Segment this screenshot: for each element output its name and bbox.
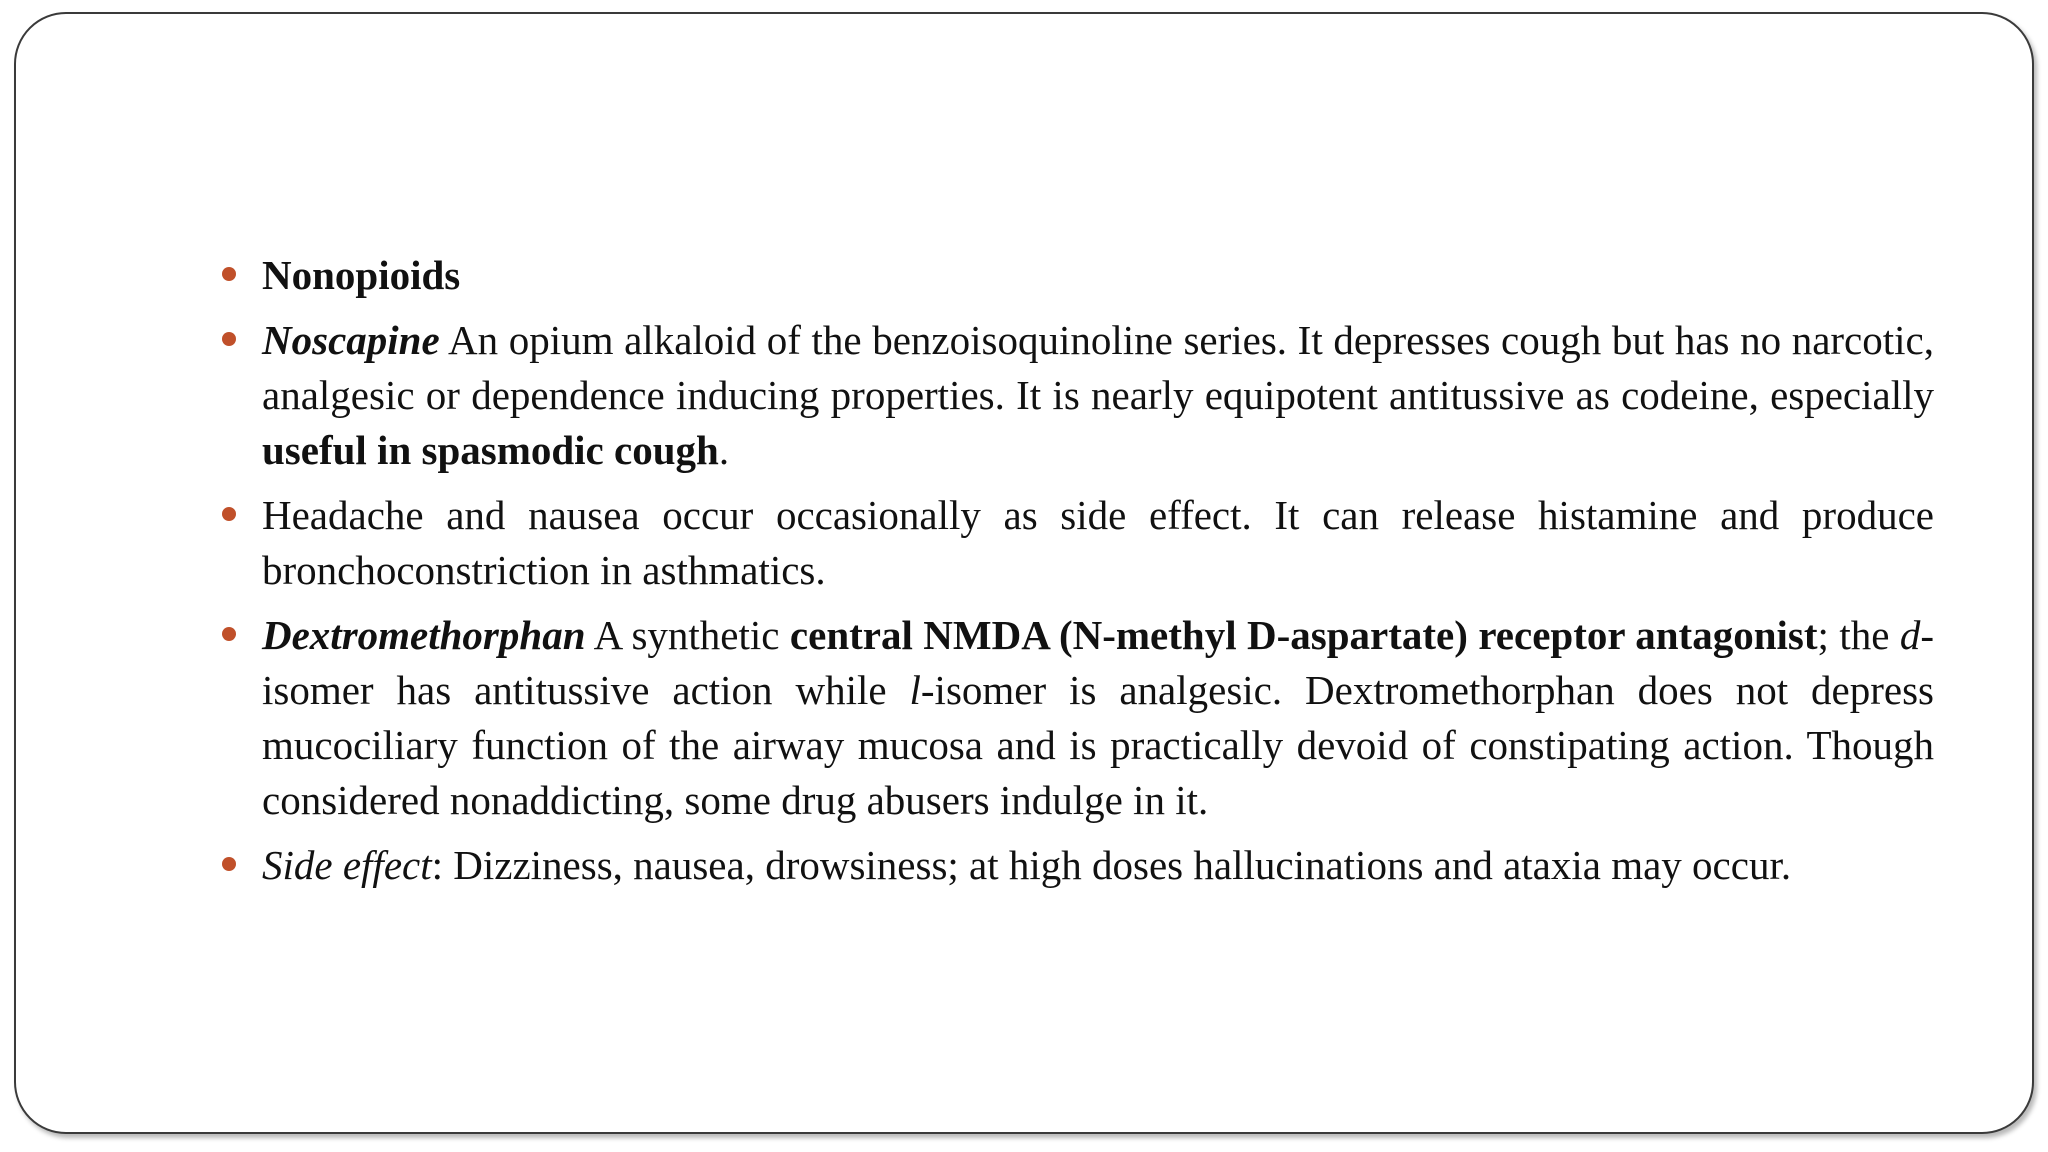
body-text: An opium alkaloid of the benzoisoquinoline series. It depresses cough but has no narcotic, analgesic or dependence inducing properties. It is nearly equipotent antitussive as codeine, especially <box>262 317 1934 418</box>
drug-term: Dextromethorphan <box>262 612 586 658</box>
italic-text: l <box>909 667 921 713</box>
bullet-item-dextromethorphan <box>212 608 1934 828</box>
body-text: -isomer has antitussive action while <box>262 612 1935 713</box>
body-text: . <box>718 427 730 473</box>
bullet-item-nonopioids <box>212 248 1934 303</box>
bullet-item-noscapine <box>212 313 1934 478</box>
bullet-list <box>212 248 1934 893</box>
body-text: : Dizziness, nausea, drowsiness; at high doses hallucinations and ataxia may occur. <box>431 842 1792 888</box>
emphasis-text: useful in spasmodic cough <box>262 427 719 473</box>
body-text: ; the <box>1817 612 1900 658</box>
slide-content <box>212 248 1934 903</box>
bullet-item-noscapine-side-effects <box>212 488 1934 598</box>
bullet-dot-icon <box>222 857 236 871</box>
bullet-dot-icon <box>222 332 236 346</box>
bullet-dot-icon <box>222 267 236 281</box>
section-heading: Nonopioids <box>262 252 461 298</box>
bullet-dot-icon <box>222 627 236 641</box>
body-text: -isomer is analgesic. Dextromethorphan does not depress mucociliary function of the airway mucosa and is practically devoid of constipating action. Though considered nonaddicting, some drug abusers indulge in it. <box>262 667 1934 823</box>
bullet-dot-icon <box>222 507 236 521</box>
body-text: A synthetic <box>585 612 790 658</box>
drug-term: Noscapine <box>262 317 440 363</box>
bullet-item-side-effect <box>212 838 1934 893</box>
italic-text: Side effect <box>262 842 432 888</box>
emphasis-text: central NMDA (N-methyl D-aspartate) receptor antagonist <box>789 612 1818 658</box>
italic-text: d <box>1899 612 1921 658</box>
body-text: Headache and nausea occur occasionally as side effect. It can release histamine and produce bronchoconstriction in asthmatics. <box>262 492 1934 593</box>
